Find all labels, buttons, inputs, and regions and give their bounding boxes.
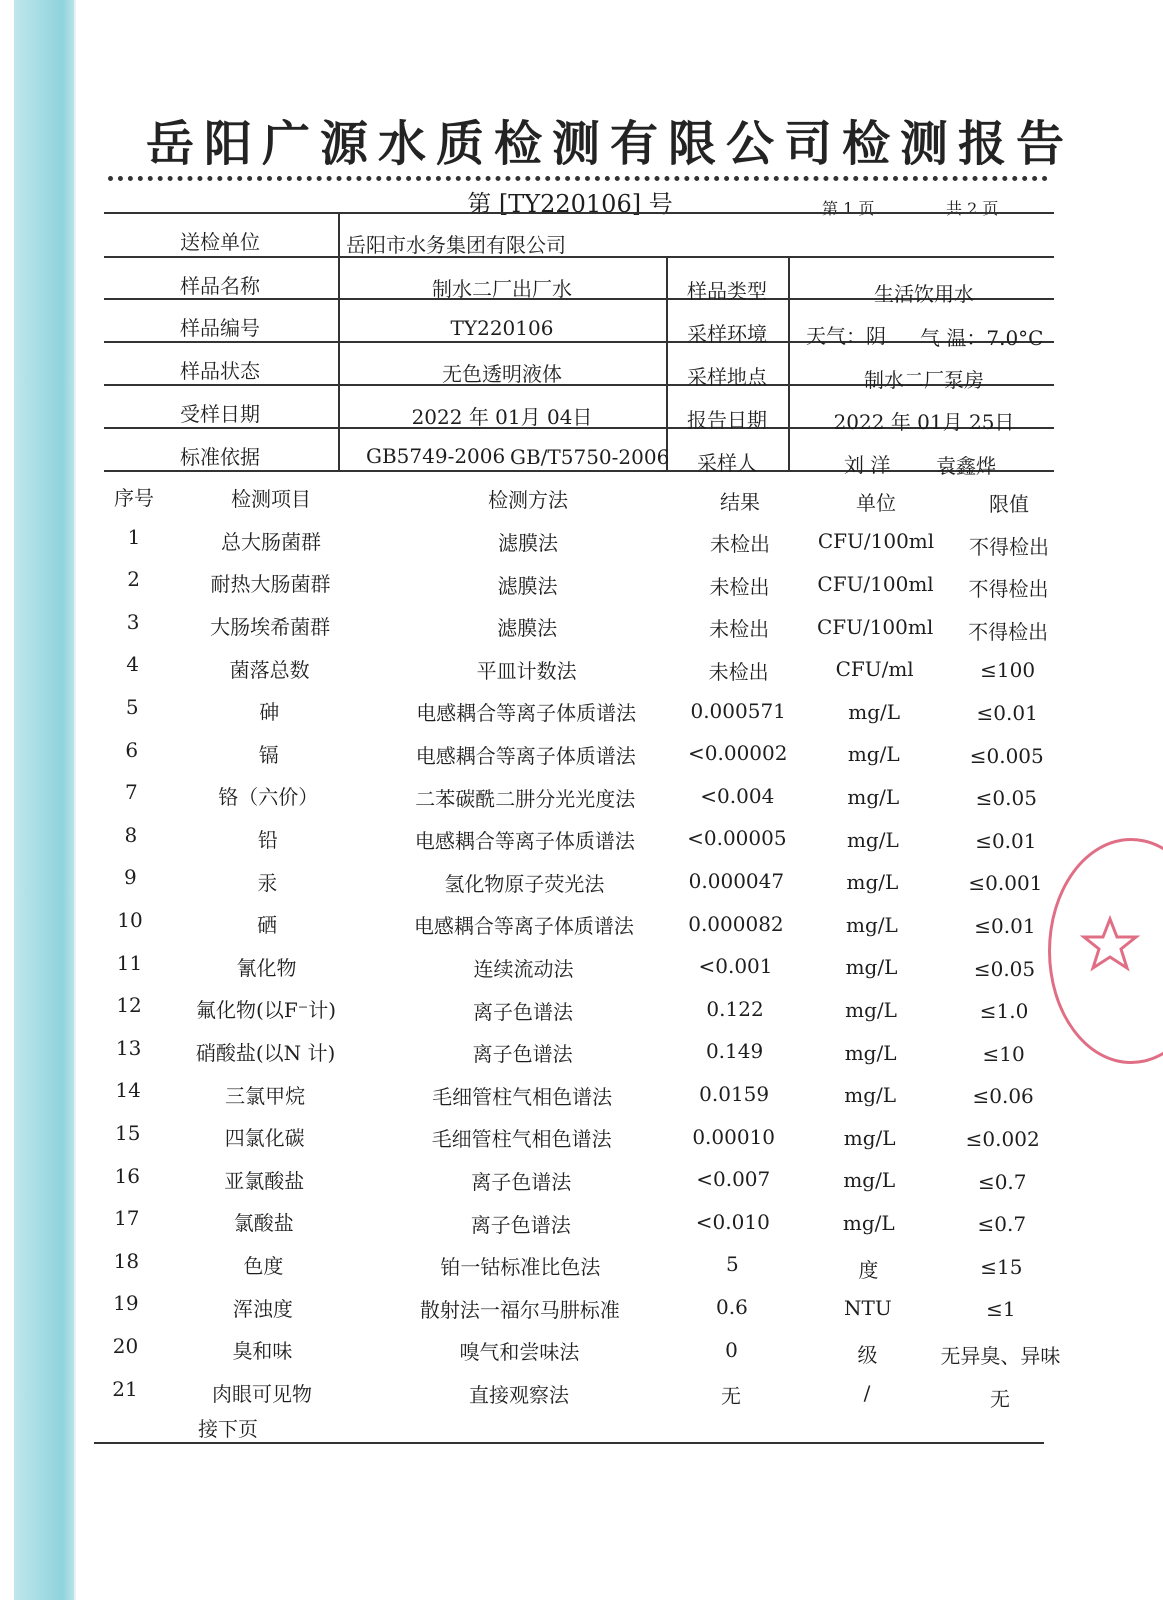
header-item: 检测项目 [231,487,311,512]
cell-item: 氟化物(以F⁻计) [196,998,337,1023]
label-location: 采样地点 [687,365,767,389]
cell-limit: 不得检出 [968,619,1049,644]
cell-unit: 度 [858,1257,879,1282]
cell-seq: 10 [117,908,143,932]
label-report-date: 报告日期 [687,408,767,432]
table-row [104,1072,1054,1114]
value-standard-1: GB5749-2006 [366,444,506,468]
cell-method: 滤膜法 [497,616,558,641]
label-receive-date: 受样日期 [180,402,260,426]
cell-unit: mg/L [847,784,900,809]
cell-method: 滤膜法 [497,573,558,598]
cell-method: 电感耦合等离子体质谱法 [413,914,634,939]
cell-unit: mg/L [846,827,899,852]
cell-limit: ≤10 [982,1041,1025,1066]
info-vline-3 [788,256,790,470]
cell-method: 嗅气和尝味法 [459,1340,580,1365]
label-sampler: 采样人 [697,451,757,475]
cell-result: <0.010 [695,1209,770,1234]
table-row [104,561,1054,603]
cell-item: 硝酸盐(以N 计) [195,1040,336,1065]
cell-item: 镉 [258,742,279,767]
cell-method: 离子色谱法 [470,1212,571,1237]
cell-method: 滤膜法 [498,530,558,555]
cell-item: 肉眼可见物 [212,1381,312,1406]
cell-result: <0.007 [696,1167,771,1192]
table-row [104,1158,1054,1200]
cell-seq: 6 [125,737,139,762]
value-sender: 岳阳市水务集团有限公司 [346,233,566,257]
header-seq: 序号 [114,486,154,510]
report-title: 岳阳广源水质检测有限公司检测报告 [145,116,1074,172]
cell-limit: ≤0.005 [969,743,1044,768]
cell-unit: 级 [857,1342,878,1367]
label-state: 样品状态 [180,359,260,383]
cell-method: 离子色谱法 [471,1169,572,1194]
cell-limit: ≤0.01 [974,914,1036,938]
table-row [104,604,1054,646]
value-sample-name: 制水二厂出厂水 [432,277,572,301]
binding-edge [74,0,76,1600]
cell-unit: mg/L [846,912,898,937]
cell-limit: ≤1.0 [979,999,1029,1024]
cell-limit: ≤0.01 [976,701,1038,725]
report-page [80,0,1140,1600]
cell-seq: 15 [114,1121,141,1145]
table-row [104,1200,1054,1242]
cell-method: 电感耦合等离子体质谱法 [416,701,637,726]
cell-seq: 4 [126,652,140,677]
cell-result: 0.6 [715,1294,748,1319]
cell-seq: 3 [126,609,140,634]
cell-seq: 21 [112,1376,138,1401]
value-standard-2: GB/T5750-2006 [510,445,670,469]
bottom-rule [94,1442,1044,1444]
cell-item: 耐热大肠菌群 [210,572,331,597]
cell-seq: 8 [124,822,138,847]
cell-method: 离子色谱法 [472,1042,573,1067]
cell-method: 连续流动法 [473,956,574,981]
table-row [104,732,1054,774]
cell-item: 菌落总数 [229,657,310,682]
cell-seq: 9 [124,865,137,890]
cell-limit: ≤0.06 [972,1084,1034,1109]
info-vline-1 [338,212,340,470]
table-row [104,689,1054,731]
info-line-1 [104,256,1054,258]
cell-item: 氯酸盐 [233,1211,294,1236]
cell-method: 二苯碳酰二肼分光光度法 [415,786,636,811]
table-row [104,774,1054,816]
header-limit: 限值 [989,492,1029,516]
cell-result: <0.004 [700,783,775,808]
value-sample-id: TY220106 [450,316,554,340]
cell-item: 氰化物 [236,955,297,980]
cell-method: 氢化物原子荧光法 [444,871,605,896]
cell-result: 0.0159 [699,1081,770,1106]
value-env-weather: 天气：阴 [806,324,886,348]
cell-seq: 19 [113,1291,139,1316]
info-vline-2 [666,256,668,470]
cell-limit: ≤0.001 [968,871,1043,896]
cell-method: 毛细管柱气相色谱法 [432,1084,613,1109]
value-sampler-1: 刘 洋 [844,453,891,477]
cell-item: 砷 [259,700,280,725]
cell-result: 未检出 [710,532,770,557]
cell-method: 直接观察法 [469,1382,569,1407]
cell-limit: ≤1 [986,1297,1016,1322]
cell-result: 0.000571 [690,698,786,723]
cell-unit: mg/L [844,1040,897,1065]
cell-item: 汞 [257,870,278,895]
table-row [104,1285,1054,1327]
cell-result: 无 [721,1384,741,1409]
value-receive-date: 2022 年 01月 04日 [411,405,593,429]
cell-seq: 20 [112,1334,139,1358]
cell-limit: 不得检出 [968,577,1049,602]
cell-unit: mg/L [843,1168,896,1193]
label-sender: 送检单位 [180,230,260,254]
table-row [104,902,1054,944]
cell-unit: CFU/100ml [816,614,934,639]
value-env-temp: 气 温：7.0°C [920,326,1044,350]
value-sampler-2: 袁鑫烨 [936,454,996,478]
cell-item: 铬（六价） [218,785,319,810]
cell-unit: CFU/ml [835,657,914,682]
cell-result: 0.122 [706,996,764,1021]
cell-item: 四氯化碳 [224,1126,305,1151]
header-unit: 单位 [856,490,896,515]
cell-limit: 无异臭、异味 [940,1344,1061,1368]
cell-method: 铂一钴标准比色法 [440,1255,601,1280]
continue-note: 接下页 [198,1417,258,1441]
cell-method: 电感耦合等离子体质谱法 [414,829,635,854]
cell-limit: 不得检出 [969,534,1049,559]
table-row [104,1030,1054,1072]
cell-limit: ≤0.7 [977,1212,1027,1237]
header-method: 检测方法 [488,488,568,513]
cell-result: 0.00010 [692,1124,776,1149]
cell-unit: mg/L [843,1125,896,1150]
cell-seq: 1 [127,524,141,549]
header-result: 结果 [720,489,760,514]
cell-result: <0.001 [698,954,773,979]
cell-unit: / [863,1381,871,1406]
label-sample-id: 样品编号 [180,316,260,340]
info-line-6 [104,470,1054,472]
label-sample-name: 样品名称 [180,274,260,298]
cell-result: 0 [725,1337,738,1362]
cell-result: 未检出 [708,659,769,684]
label-standard: 标准依据 [180,445,260,469]
cell-result: <0.00002 [688,741,788,766]
cell-seq: 7 [124,780,138,805]
value-report-date: 2022 年 01月 25日 [833,410,1015,434]
table-row [104,817,1054,859]
cell-result: 0.000082 [688,911,784,936]
cell-unit: mg/L [847,742,900,767]
cell-item: 硒 [256,913,277,938]
table-row [104,859,1054,901]
cell-unit: mg/L [846,870,899,895]
cell-result: 未检出 [709,617,770,642]
cell-item: 色度 [243,1253,284,1278]
table-row [104,1115,1054,1157]
table-row [104,646,1054,688]
cell-unit: CFU/100ml [817,529,935,554]
cell-method: 离子色谱法 [473,999,574,1024]
cell-seq: 14 [115,1078,141,1103]
cell-limit: 无 [990,1386,1010,1411]
cell-unit: mg/L [845,955,898,980]
value-location: 制水二厂泵房 [864,368,984,392]
cell-item: 臭和味 [232,1339,293,1364]
cell-limit: ≤0.05 [973,956,1036,981]
cell-limit: ≤100 [980,658,1036,683]
results-header [104,476,1054,518]
cell-unit: mg/L [845,997,897,1022]
value-sample-type: 生活饮用水 [874,282,974,306]
cell-seq: 18 [113,1248,140,1273]
cell-method: 电感耦合等离子体质谱法 [415,743,636,768]
cell-unit: mg/L [848,699,901,724]
table-row [104,1371,1054,1413]
info-line-0 [104,212,1054,214]
cell-seq: 5 [125,695,139,719]
cell-item: 亚氯酸盐 [224,1168,305,1193]
table-row [104,519,1054,561]
cell-unit: NTU [844,1296,892,1321]
binding-strip [14,0,74,1600]
cell-item: 铅 [257,827,278,852]
cell-seq: 2 [127,567,140,592]
cell-seq: 16 [114,1163,140,1188]
page-current: 第 1 页 [822,199,875,218]
cell-limit: ≤0.002 [965,1127,1040,1151]
title-divider [108,176,1048,181]
table-row [104,945,1054,987]
cell-limit: ≤0.05 [975,786,1037,811]
cell-seq: 11 [116,950,143,975]
report-number: 第 [TY220106] 号 [467,190,673,218]
cell-unit: CFU/100ml [817,571,934,596]
cell-unit: mg/L [842,1210,895,1235]
cell-method: 毛细管柱气相色谱法 [431,1127,612,1152]
cell-limit: ≤0.7 [977,1169,1027,1194]
cell-result: <0.00005 [687,826,787,851]
cell-result: 0.149 [705,1039,764,1064]
cell-seq: 12 [116,993,142,1018]
seal-star-icon [1080,915,1140,975]
cell-item: 三氯甲烷 [225,1083,306,1108]
cell-limit: ≤0.01 [975,828,1037,853]
info-line-3 [104,341,1054,343]
cell-seq: 13 [115,1035,142,1060]
cell-method: 平皿计数法 [476,658,577,683]
cell-seq: 17 [114,1206,140,1231]
label-sample-type: 样品类型 [687,279,767,303]
table-row [104,1328,1061,1370]
cell-item: 总大肠菌群 [221,529,321,554]
table-row [104,1243,1054,1285]
value-state: 无色透明液体 [442,362,562,386]
cell-result: 5 [725,1252,739,1277]
cell-item: 大肠埃希菌群 [210,614,331,639]
cell-limit: ≤15 [980,1254,1023,1279]
table-row [104,987,1054,1029]
cell-result: 0.000047 [688,868,785,893]
label-env: 采样环境 [687,322,767,346]
cell-result: 未检出 [709,574,770,599]
page-total: 共 2 页 [946,199,999,218]
cell-unit: mg/L [844,1083,897,1108]
cell-item: 浑浊度 [232,1296,293,1321]
cell-method: 散射法一福尔马肼标准 [419,1297,620,1322]
